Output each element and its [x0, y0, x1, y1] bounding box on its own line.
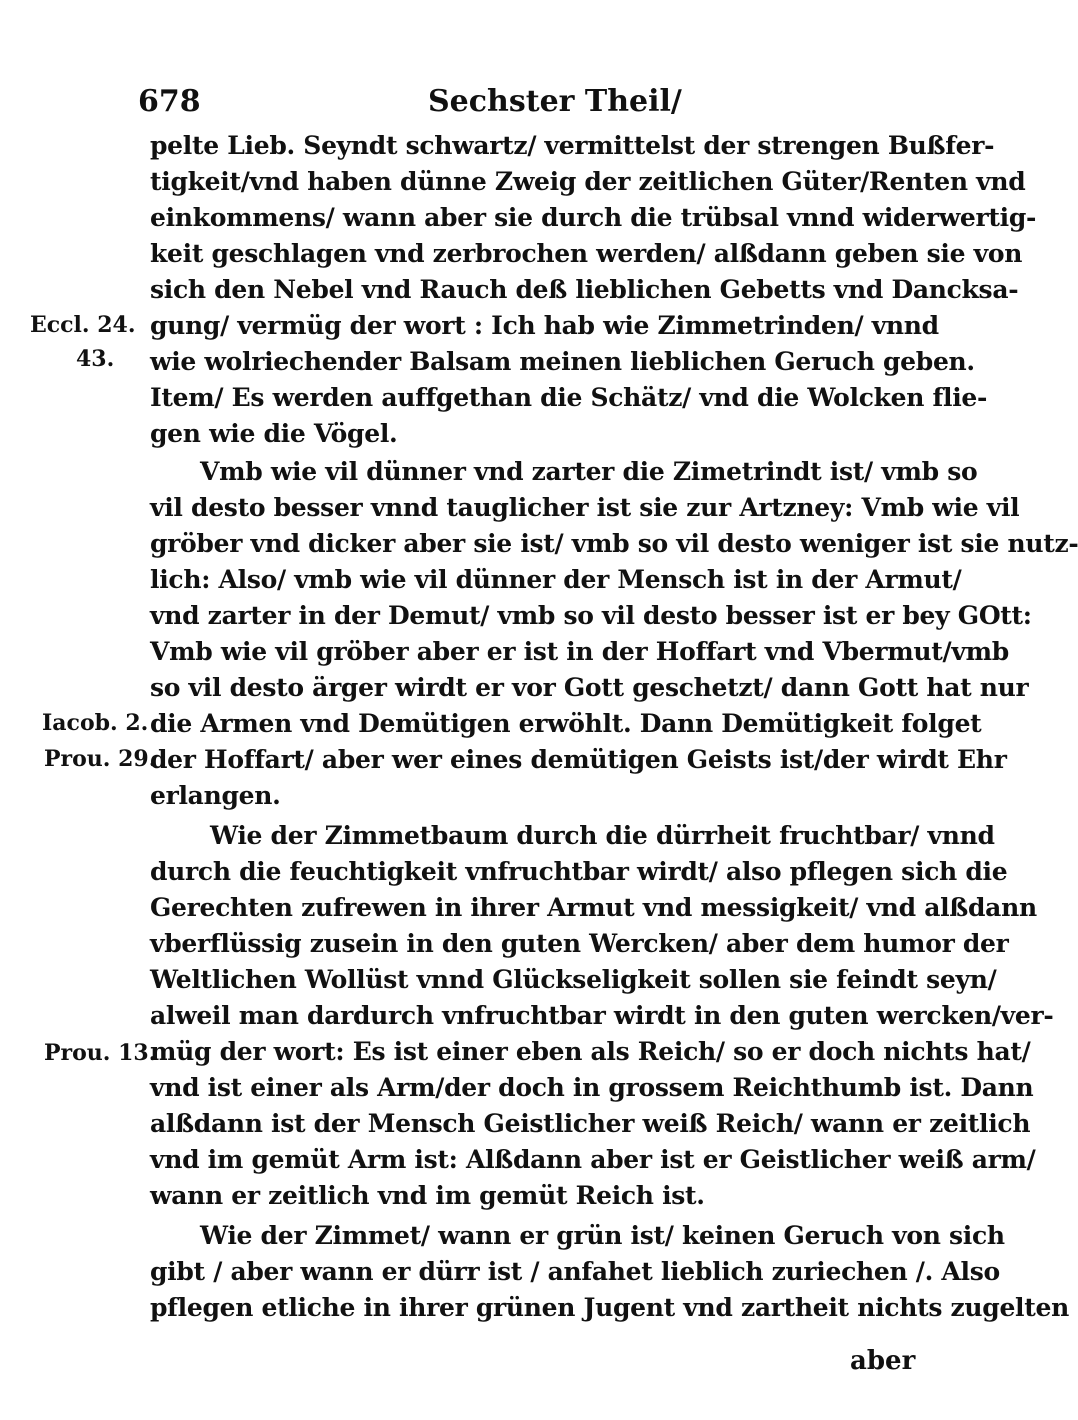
text-line: wann er zeitlich vnd im gemüt Reich ist.	[150, 1181, 705, 1210]
paragraph-start: Wie der Zimmet/ wann er grün ist/ keinen Geruch von sich	[200, 1221, 1005, 1250]
page-number: 678	[138, 84, 201, 119]
text-line: einkommens/ wann aber sie durch die trübsal vnnd widerwertig-	[150, 203, 1037, 232]
text-line: alweil man dardurch vnfruchtbar wirdt in den guten wercken/ver-	[150, 1001, 1054, 1030]
text-line: gung/ vermüg der wort : Ich hab wie Zimmetrinden/ vnnd	[150, 311, 939, 340]
text-line: pflegen etliche in ihrer grünen Jugent vnd zartheit nichts zugelten	[150, 1293, 1069, 1322]
paragraph-start: Vmb wie vil dünner vnd zarter die Zimetrindt ist/ vmb so	[200, 457, 978, 486]
text-line: vil desto besser vnnd tauglicher ist sie zur Artzney: Vmb wie vil	[150, 493, 1020, 522]
text-line: vnd zarter in der Demut/ vmb so vil desto besser ist er bey GOtt:	[150, 601, 1032, 630]
text-line: gibt / aber wann er dürr ist / anfahet lieblich zuriechen /. Also	[150, 1257, 1000, 1286]
text-line: vberflüssig zusein in den guten Wercken/ aber dem humor der	[150, 929, 1009, 958]
text-line: müg der wort: Es ist einer eben als Reich/ so er doch nichts hat/	[150, 1037, 1031, 1066]
text-line: vnd im gemüt Arm ist: Alßdann aber ist er Geistlicher weiß arm/	[150, 1145, 1036, 1174]
text-line: Weltlichen Wollüst vnnd Glückseligkeit sollen sie feindt seyn/	[150, 965, 997, 994]
text-line: lich: Also/ vmb wie vil dünner der Mensch ist in der Armut/	[150, 565, 962, 594]
page-header	[138, 84, 918, 124]
catchword: aber	[850, 1346, 916, 1376]
text-line: gen wie die Vögel.	[150, 419, 398, 448]
text-line: wie wolriechender Balsam meinen lieblichen Geruch geben.	[150, 347, 975, 376]
text-line: alßdann ist der Mensch Geistlicher weiß Reich/ wann er zeitlich	[150, 1109, 1031, 1138]
margin-note: Iacob. 2.	[42, 710, 149, 736]
text-line: erlangen.	[150, 781, 281, 810]
text-line: so vil desto ärger wirdt er vor Gott geschetzt/ dann Gott hat nur	[150, 673, 1029, 702]
text-line: keit geschlagen vnd zerbrochen werden/ alßdann geben sie von	[150, 239, 1023, 268]
margin-note: 43.	[76, 346, 115, 372]
text-line: Gerechten zufrewen in ihrer Armut vnd messigkeit/ vnd alßdann	[150, 893, 1037, 922]
text-line: pelte Lieb. Seyndt schwartz/ vermittelst der strengen Bußfer-	[150, 131, 995, 160]
margin-note: Prou. 13.	[44, 1040, 157, 1066]
text-line: die Armen vnd Demütigen erwöhlt. Dann Demütigkeit folget	[150, 709, 982, 738]
text-line: gröber vnd dicker aber sie ist/ vmb so vil desto weniger ist sie nutz-	[150, 529, 1078, 558]
margin-note: Eccl. 24.	[30, 312, 136, 338]
paragraph-start: Wie der Zimmetbaum durch die dürrheit fruchtbar/ vnnd	[210, 821, 995, 850]
margin-note: Prou. 29.	[44, 746, 157, 772]
text-line: durch die feuchtigkeit vnfruchtbar wirdt/ also pflegen sich die	[150, 857, 1008, 886]
text-line: sich den Nebel vnd Rauch deß lieblichen Gebetts vnd Dancksa-	[150, 275, 1019, 304]
text-line: Vmb wie vil gröber aber er ist in der Hoffart vnd Vbermut/vmb	[150, 637, 1009, 666]
text-line: der Hoffart/ aber wer eines demütigen Geists ist/der wirdt Ehr	[150, 745, 1007, 774]
text-line: Item/ Es werden auffgethan die Schätz/ vnd die Wolcken flie-	[150, 383, 988, 412]
text-line: tigkeit/vnd haben dünne Zweig der zeitlichen Güter/Renten vnd	[150, 167, 1026, 196]
text-line: vnd ist einer als Arm/der doch in grossem Reichthumb ist. Dann	[150, 1073, 1034, 1102]
running-title: Sechster Theil/	[428, 84, 682, 119]
